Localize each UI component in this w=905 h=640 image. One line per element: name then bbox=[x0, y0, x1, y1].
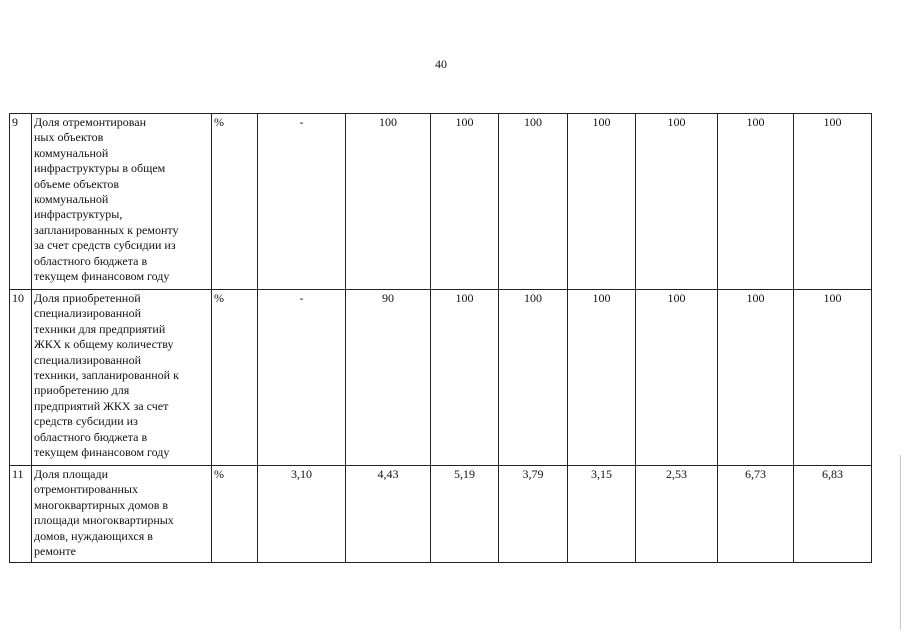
name-line: техники для предприятий bbox=[34, 321, 166, 336]
row-number: 11 bbox=[10, 466, 32, 563]
value-cell: 100 bbox=[499, 114, 568, 290]
name-line: инфраструктуры в общем bbox=[34, 161, 166, 176]
name-line: ных объектов bbox=[34, 130, 104, 145]
value-cell: 100 bbox=[718, 290, 794, 466]
page-number: 40 bbox=[435, 57, 447, 71]
value-cell: 2,53 bbox=[636, 466, 718, 563]
value-cell: 100 bbox=[568, 114, 636, 290]
table-row bbox=[10, 466, 872, 563]
name-line: домов, нуждающихся в bbox=[34, 528, 153, 543]
name-line: ремонте bbox=[34, 544, 76, 559]
value-cell: - bbox=[258, 290, 346, 466]
value-cell: 100 bbox=[568, 290, 636, 466]
value-cell: 100 bbox=[794, 114, 872, 290]
value-cell: 6,73 bbox=[718, 466, 794, 563]
value-cell: 100 bbox=[431, 114, 499, 290]
scan-edge-mark bbox=[900, 455, 901, 630]
row-number: 9 bbox=[10, 114, 32, 290]
name-line: областного бюджета в bbox=[34, 253, 148, 268]
name-line: областного бюджета в bbox=[34, 429, 148, 444]
name-line: Доля площади bbox=[34, 467, 109, 481]
indicators-table bbox=[9, 113, 872, 563]
name-line: предприятий ЖКХ за счет bbox=[34, 398, 169, 413]
name-line: площади многоквартирных bbox=[34, 513, 174, 528]
name-line: объеме объектов bbox=[34, 176, 120, 191]
value-cell: 5,19 bbox=[431, 466, 499, 563]
value-cell: 100 bbox=[431, 290, 499, 466]
value-cell: 100 bbox=[636, 290, 718, 466]
name-line: за счет средств субсидии из bbox=[34, 238, 176, 253]
name-line: специализированной bbox=[34, 306, 142, 321]
name-line: коммунальной bbox=[34, 192, 109, 207]
name-line: запланированных к ремонту bbox=[34, 222, 179, 237]
name-line: ЖКХ к общему количеству bbox=[34, 337, 174, 352]
value-cell: 100 bbox=[636, 114, 718, 290]
row-number: 10 bbox=[10, 290, 32, 466]
name-line: средств субсидии из bbox=[34, 414, 138, 429]
value-cell: 100 bbox=[499, 290, 568, 466]
name-line: отремонтированных bbox=[34, 482, 138, 497]
name-line: текущем финансовом году bbox=[34, 445, 170, 460]
name-line: Доля отремонтирован bbox=[34, 115, 147, 129]
name-line: текущем финансовом году bbox=[34, 269, 170, 284]
value-cell: 6,83 bbox=[794, 466, 872, 563]
value-cell: 4,43 bbox=[346, 466, 431, 563]
value-cell: 100 bbox=[794, 290, 872, 466]
name-line: коммунальной bbox=[34, 145, 109, 160]
value-cell: 90 bbox=[346, 290, 431, 466]
name-line: инфраструктуры, bbox=[34, 207, 123, 222]
unit-cell: % bbox=[212, 466, 258, 563]
name-line: многоквартирных домов в bbox=[34, 497, 169, 512]
indicator-name bbox=[32, 290, 212, 466]
table-row bbox=[10, 114, 872, 290]
value-cell: 100 bbox=[346, 114, 431, 290]
value-cell: - bbox=[258, 114, 346, 290]
indicator-name bbox=[32, 466, 212, 563]
value-cell: 100 bbox=[718, 114, 794, 290]
name-line: Доля приобретенной bbox=[34, 291, 141, 305]
indicator-name bbox=[32, 114, 212, 290]
name-line: специализированной bbox=[34, 352, 142, 367]
table-row bbox=[10, 290, 872, 466]
name-line: приобретению для bbox=[34, 383, 130, 398]
value-cell: 3,15 bbox=[568, 466, 636, 563]
name-line: техники, запланированной к bbox=[34, 368, 179, 383]
value-cell: 3,79 bbox=[499, 466, 568, 563]
unit-cell: % bbox=[212, 114, 258, 290]
unit-cell: % bbox=[212, 290, 258, 466]
value-cell: 3,10 bbox=[258, 466, 346, 563]
